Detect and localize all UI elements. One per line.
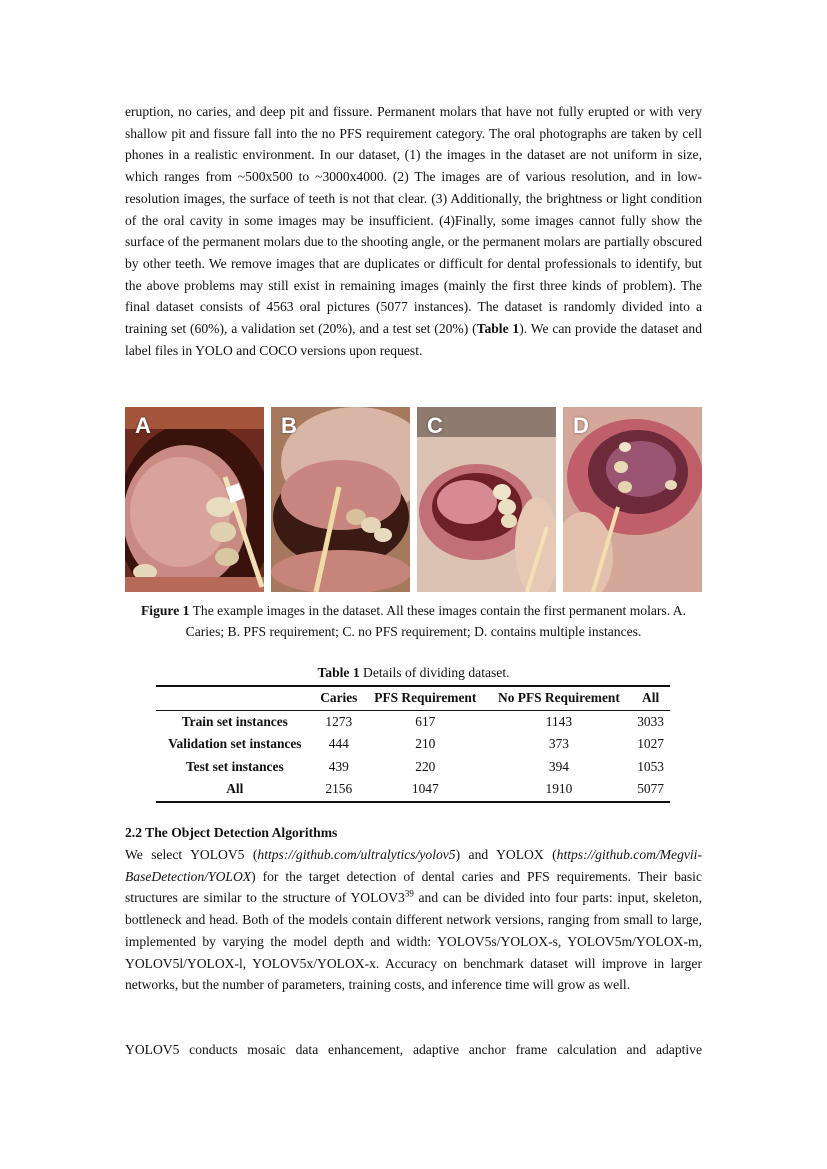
table-cell: 2156: [325, 781, 353, 797]
table-cell: 1053: [637, 758, 664, 774]
table-cell: 1273: [325, 713, 353, 729]
table-cell: 1910: [545, 781, 573, 797]
table-cell: 210: [415, 736, 436, 752]
yolov5-link[interactable]: https://github.com/ultralytics/yolov5: [257, 847, 456, 862]
paragraph-text-end: ). We can provide the dataset and label files in YOLO and COCO versions upon request.: [125, 321, 702, 358]
paragraph-text: ) for the target detection of dental caries and PFS requirements. Their basic structures are similar to the structure of YOLOV3: [125, 868, 702, 906]
table-row-label: All: [226, 781, 244, 797]
panel-label-b: B: [281, 413, 297, 438]
section-heading: 2.2 The Object Detection Algorithms: [125, 825, 338, 840]
table-cell: 3033: [637, 713, 664, 729]
table-row: [156, 756, 670, 779]
paragraph-text: We select YOLOV5 (: [125, 847, 258, 862]
paragraph-text: and can be divided into four parts: input, skeleton, bottleneck and head. Both of the models contain different network versions, ranging from small to large, implemented by varying the model depth and width: YOLOV5s/YOLOX-s, YOLOV5m/YOLOX-m, YOLOV5l/YOLOX-l, YOLOV5x/YOLOX-x. Accuracy on benchmark dataset will improve in larger networks, but the number of parameters, training costs, and inference time will grow as well.: [125, 890, 702, 993]
panel-label-a: A: [135, 413, 151, 438]
table-cell: 220: [415, 758, 436, 774]
panel-label-c: C: [427, 413, 443, 438]
table-cell: 1047: [411, 781, 439, 797]
table-header-cell: [156, 686, 314, 710]
figure-1-images: [125, 407, 702, 592]
table-cell: 394: [548, 758, 569, 774]
table-cell: 444: [328, 736, 349, 752]
table-caption: [125, 665, 702, 681]
table-header-cell: All: [642, 690, 660, 706]
body-paragraph-yolov5: YOLOV5 conducts mosaic data enhancement, adaptive anchor frame calculation and adaptive: [125, 1042, 702, 1057]
table-cell: 5077: [637, 781, 664, 797]
photo-panel-c: [417, 407, 556, 592]
table-row-label: Train set instances: [181, 713, 288, 729]
table-cell: 1027: [637, 736, 664, 752]
table-row-label: Validation set instances: [168, 736, 302, 752]
table-row-label: Test set instances: [185, 758, 284, 774]
table-row: [156, 778, 670, 802]
table-row: [156, 733, 670, 756]
table-header-row: [156, 686, 670, 710]
photo-panel-a: [125, 407, 264, 592]
table-cell: 373: [548, 736, 569, 752]
dataset-split-table: [156, 685, 670, 803]
table-cell: 617: [415, 713, 436, 729]
figure-caption: [125, 600, 702, 642]
photo-panel-d: [563, 407, 702, 592]
table-caption-text: Details of dividing dataset.: [359, 665, 510, 680]
table-reference: Table 1: [476, 321, 520, 337]
table-caption-label: Table 1: [317, 665, 360, 680]
table-header-cell: Caries: [320, 690, 358, 706]
figure-caption-label: Figure 1: [140, 603, 190, 618]
table-cell: 439: [328, 758, 349, 774]
body-paragraph-algorithms: [125, 844, 702, 996]
panel-label-d: D: [573, 413, 589, 438]
photo-panel-b: [271, 407, 410, 592]
body-paragraph-dataset: [125, 101, 702, 361]
table-header-cell: PFS Requirement: [374, 690, 477, 706]
citation-superscript: 39: [404, 888, 414, 899]
table-cell: 1143: [545, 713, 573, 729]
table-header-cell: No PFS Requirement: [498, 690, 620, 706]
table-row: [156, 710, 670, 733]
paragraph-text: eruption, no caries, and deep pit and fissure. Permanent molars that have not fully erupted or with very shallow pit and fissure fall into the no PFS requirement category. The oral photographs are taken by cell phones in a realistic environment. In our dataset, (1) the images in the dataset are not uniform in size, which ranges from ~500x500 to ~3000x4000. (2) The images are of various resolution, and in low-resolution images, the surface of teeth is not that clear. (3) Additionally, the brightness or light condition of the oral cavity in some images may be insufficient. (4)Finally, some images cannot fully show the surface of the permanent molars due to the shooting angle, or the permanent molars are partially obscured by other teeth. We remove images that are duplicates or difficult for dental professionals to identify, but the above problems may still exist in remaining images (mainly the first three kinds of problem). The final dataset consists of 4563 oral pictures (5077 instances). The dataset is randomly divided into a training set (60%), a validation set (20%), and a test set (20%) (: [125, 104, 702, 337]
yolox-link[interactable]: https://github.com/Megvii-BaseDetection/YOLOX: [125, 847, 702, 884]
paragraph-text: ) and YOLOX (: [455, 847, 557, 862]
figure-caption-text: The example images in the dataset. All these images contain the first permanent molars. A. Caries; B. PFS requirement; C. no PFS requirement; D. contains multiple instances.: [185, 603, 686, 639]
